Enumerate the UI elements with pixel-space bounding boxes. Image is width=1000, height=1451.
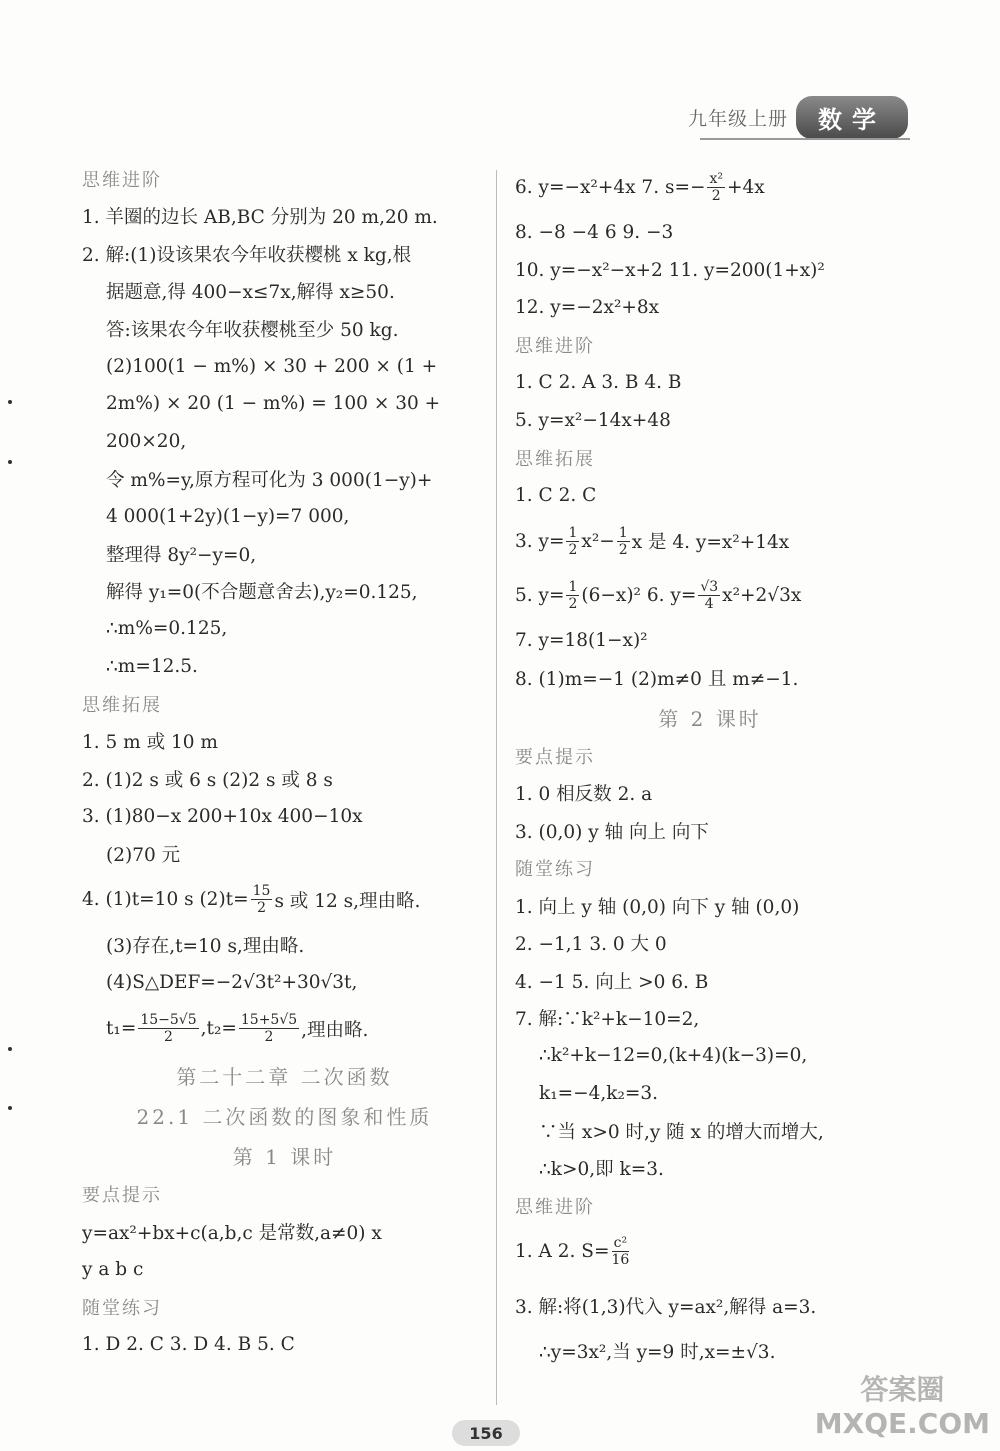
answer-line <box>82 573 487 611</box>
answer-line <box>82 873 487 927</box>
watermark <box>815 1373 990 1441</box>
chapter-title <box>82 1096 487 1136</box>
denominator: 4 <box>704 595 714 612</box>
line-text: k₁=−4,k₂=3. <box>539 1082 659 1104</box>
line-text: 1. 5 m 或 10 m <box>82 732 218 754</box>
answer-line <box>82 273 487 311</box>
line-text: (3)存在,t=10 s,理由略. <box>106 936 305 958</box>
line-text: 第 1 课时 <box>232 1145 337 1169</box>
fraction <box>698 579 720 612</box>
answer-line <box>82 1213 487 1251</box>
line-text: 3. (1)80−x 200+10x 400−10x <box>82 805 363 827</box>
line-text: 1. A 2. S= <box>515 1241 610 1262</box>
fraction <box>707 171 725 204</box>
line-text: 6. y=−x²+4x 7. s=− <box>515 176 706 198</box>
line-text: 2. (1)2 s 或 6 s (2)2 s 或 8 s <box>82 769 333 791</box>
section-heading <box>82 685 487 723</box>
line-text: s 或 12 s,理由略. <box>274 890 421 912</box>
line-text: x²+2√3x <box>722 584 802 606</box>
line-text: 200×20, <box>106 430 187 452</box>
numerator: 15+5√5 <box>240 1012 298 1028</box>
answer-line <box>515 477 905 515</box>
page-header <box>688 96 908 139</box>
line-text: ∴k>0,即 k=3. <box>539 1159 664 1181</box>
answer-line <box>82 385 487 423</box>
chapter-title <box>82 1056 487 1096</box>
answer-line <box>515 1037 905 1075</box>
page-number: 156 <box>452 1420 520 1446</box>
answer-line <box>82 498 487 536</box>
numerator: 15−5√5 <box>140 1012 197 1028</box>
numerator: 1 <box>568 524 578 541</box>
line-text: +4x <box>726 176 765 198</box>
line-text: ∴m=12.5. <box>106 655 198 677</box>
numerator: x² <box>709 170 723 187</box>
answer-line <box>515 1075 905 1113</box>
line-text: 5. y=x²−14x+48 <box>515 409 671 431</box>
answer-line <box>82 423 487 461</box>
line-text: 令 m%=y,原方程可化为 3 000(1−y)+ <box>106 469 433 491</box>
section-heading <box>82 1288 487 1326</box>
line-text: 10. y=−x²−x+2 11. y=200(1+x)² <box>515 259 825 281</box>
answer-line <box>82 964 487 1002</box>
answer-line <box>515 925 905 963</box>
denominator: 2 <box>618 541 628 558</box>
line-text: 2m%) × 20 (1 − m%) = 100 × 30 + <box>106 393 441 415</box>
line-text: 随堂练习 <box>82 1297 162 1319</box>
denominator: 2 <box>711 187 721 204</box>
denominator: 2 <box>257 900 266 916</box>
line-text: 整理得 8y²−y=0, <box>106 544 257 566</box>
answer-line <box>82 348 487 386</box>
line-text: ∴m%=0.125, <box>106 618 228 640</box>
column-divider <box>496 170 497 1405</box>
line-text: ∴y=3x²,当 y=9 时,x=±√3. <box>539 1342 776 1364</box>
line-text: 12. y=−2x²+8x <box>515 297 660 319</box>
fraction <box>138 1012 198 1045</box>
line-text: 4 000(1+2y)(1−y)=7 000, <box>106 505 350 527</box>
watermark-logo-text: 答案圈 <box>860 1373 945 1406</box>
section-heading <box>82 160 487 198</box>
line-text: 第二十二章 二次函数 <box>176 1065 393 1089</box>
answer-line <box>82 1326 487 1364</box>
answer-line <box>515 514 905 568</box>
section-heading <box>515 327 905 365</box>
denominator: 2 <box>568 541 578 558</box>
line-text: (2)70 元 <box>106 844 181 866</box>
answer-line <box>515 289 905 327</box>
answer-line <box>515 402 905 440</box>
answer-line <box>515 1112 905 1150</box>
margin-dot <box>8 460 12 464</box>
answer-line <box>515 568 905 622</box>
answer-line <box>515 1000 905 1038</box>
line-text: 思维拓展 <box>515 448 595 470</box>
left-column <box>82 160 487 1363</box>
line-text: 随堂练习 <box>515 859 595 881</box>
margin-dot <box>8 400 12 404</box>
line-text: ∵当 x>0 时,y 随 x 的增大而增大, <box>539 1121 824 1143</box>
answer-line <box>82 535 487 573</box>
line-text: x²− <box>581 530 615 552</box>
line-text: ,t₂= <box>200 1018 237 1039</box>
answer-line <box>515 775 905 813</box>
denominator: 2 <box>264 1029 274 1045</box>
line-text: 1. 向上 y 轴 (0,0) 向下 y 轴 (0,0) <box>515 896 800 918</box>
header-rule <box>700 138 910 140</box>
line-text: 思维拓展 <box>82 694 162 716</box>
line-text: 1. C 2. C <box>515 484 597 506</box>
fraction <box>566 579 579 612</box>
line-text: 3. y= <box>515 530 565 552</box>
answer-line <box>515 364 905 402</box>
fraction <box>239 1012 299 1045</box>
answer-line <box>515 1150 905 1188</box>
fraction <box>611 1235 629 1268</box>
line-text: 3. 解:将(1,3)代入 y=ax²,解得 a=3. <box>515 1296 817 1318</box>
answer-line <box>515 160 905 214</box>
answer-line <box>515 622 905 660</box>
fraction <box>617 525 630 558</box>
answer-line <box>515 1225 905 1279</box>
line-text: 思维进阶 <box>515 1196 595 1218</box>
line-text: 要点提示 <box>82 1185 162 1207</box>
fraction <box>251 883 273 916</box>
section-heading <box>82 1176 487 1214</box>
chapter-title <box>515 697 905 737</box>
line-text: (2)100(1 − m%) × 30 + 200 × (1 + <box>106 355 438 377</box>
margin-dot <box>8 1106 12 1110</box>
section-heading <box>515 850 905 888</box>
numerator: 15 <box>252 883 271 899</box>
answer-line <box>82 235 487 273</box>
answer-line <box>82 1251 487 1289</box>
answer-line <box>82 610 487 648</box>
line-text: 2. −1,1 3. 0 大 0 <box>515 934 667 956</box>
line-text: 4. −1 5. 向上 >0 6. B <box>515 971 709 993</box>
numerator: c² <box>613 1235 628 1251</box>
denominator: 2 <box>568 595 578 612</box>
line-text: 1. D 2. C 3. D 4. B 5. C <box>82 1333 295 1355</box>
answer-line <box>82 798 487 836</box>
line-text: 8. (1)m=−1 (2)m≠0 且 m≠−1. <box>515 669 799 691</box>
answer-line <box>82 198 487 236</box>
line-text: 第 2 课时 <box>658 706 762 731</box>
line-text: ∴k²+k−12=0,(k+4)(k−3)=0, <box>539 1045 808 1067</box>
answer-line <box>515 887 905 925</box>
numerator: 1 <box>618 524 628 541</box>
fraction <box>566 525 579 558</box>
margin-dot <box>8 1047 12 1051</box>
section-heading <box>515 1187 905 1225</box>
line-text: 7. 解:∵k²+k−10=2, <box>515 1009 700 1031</box>
answer-line <box>515 962 905 1000</box>
watermark-url: MXQE.COM <box>814 1407 990 1440</box>
line-text: 要点提示 <box>515 746 595 768</box>
line-text: y a b c <box>82 1258 144 1280</box>
line-text: ,理由略. <box>301 1019 369 1041</box>
line-text: 2. 解:(1)设该果农今年收获樱桃 x kg,根 <box>82 244 412 266</box>
grade-label: 九年级上册 <box>687 108 788 130</box>
line-text: 答:该果农今年收获樱桃至少 50 kg. <box>106 319 399 341</box>
line-text: y=ax²+bx+c(a,b,c 是常数,a≠0) x <box>82 1222 382 1244</box>
answer-line <box>515 1279 905 1333</box>
line-text: t₁= <box>106 1018 137 1039</box>
right-column <box>515 160 905 1370</box>
line-text: 1. 0 相反数 2. a <box>515 784 653 806</box>
chapter-title <box>82 1136 487 1176</box>
line-text: 思维进阶 <box>82 169 162 191</box>
subject-badge: 数学 <box>796 96 908 139</box>
denominator: 2 <box>164 1029 173 1045</box>
line-text: 8. −8 −4 6 9. −3 <box>515 222 674 244</box>
line-text: 3. (0,0) y 轴 向上 向下 <box>515 821 709 843</box>
section-heading <box>515 439 905 477</box>
answer-line <box>82 460 487 498</box>
line-text: (4)S△DEF=−2√3t²+30√3t, <box>106 972 358 994</box>
line-text: 7. y=18(1−x)² <box>515 630 648 652</box>
denominator: 16 <box>611 1252 630 1268</box>
answer-line <box>515 812 905 850</box>
answer-line <box>515 252 905 290</box>
answer-line <box>82 1002 487 1056</box>
answer-line <box>82 310 487 348</box>
answer-line <box>82 835 487 873</box>
line-text: 思维进阶 <box>515 336 595 358</box>
line-text: (6−x)² 6. y= <box>581 584 697 606</box>
answer-line <box>82 927 487 965</box>
section-heading <box>515 737 905 775</box>
answer-line <box>515 660 905 698</box>
line-text: 1. 羊圈的边长 AB,BC 分别为 20 m,20 m. <box>82 207 438 229</box>
numerator: √3 <box>700 578 719 595</box>
answer-line <box>515 214 905 252</box>
answer-line <box>82 723 487 761</box>
line-text: 22.1 二次函数的图象和性质 <box>136 1105 433 1129</box>
line-text: 据题意,得 400−x≤7x,解得 x≥50. <box>106 282 395 304</box>
line-text: 4. (1)t=10 s (2)t= <box>82 889 249 910</box>
answer-line <box>82 760 487 798</box>
line-text: 5. y= <box>515 584 565 606</box>
answer-line <box>82 648 487 686</box>
line-text: 解得 y₁=0(不合题意舍去),y₂=0.125, <box>106 582 418 604</box>
numerator: 1 <box>568 578 578 595</box>
answer-line <box>515 1333 905 1371</box>
line-text: 1. C 2. A 3. B 4. B <box>515 372 682 394</box>
line-text: x 是 4. y=x²+14x <box>631 532 790 553</box>
